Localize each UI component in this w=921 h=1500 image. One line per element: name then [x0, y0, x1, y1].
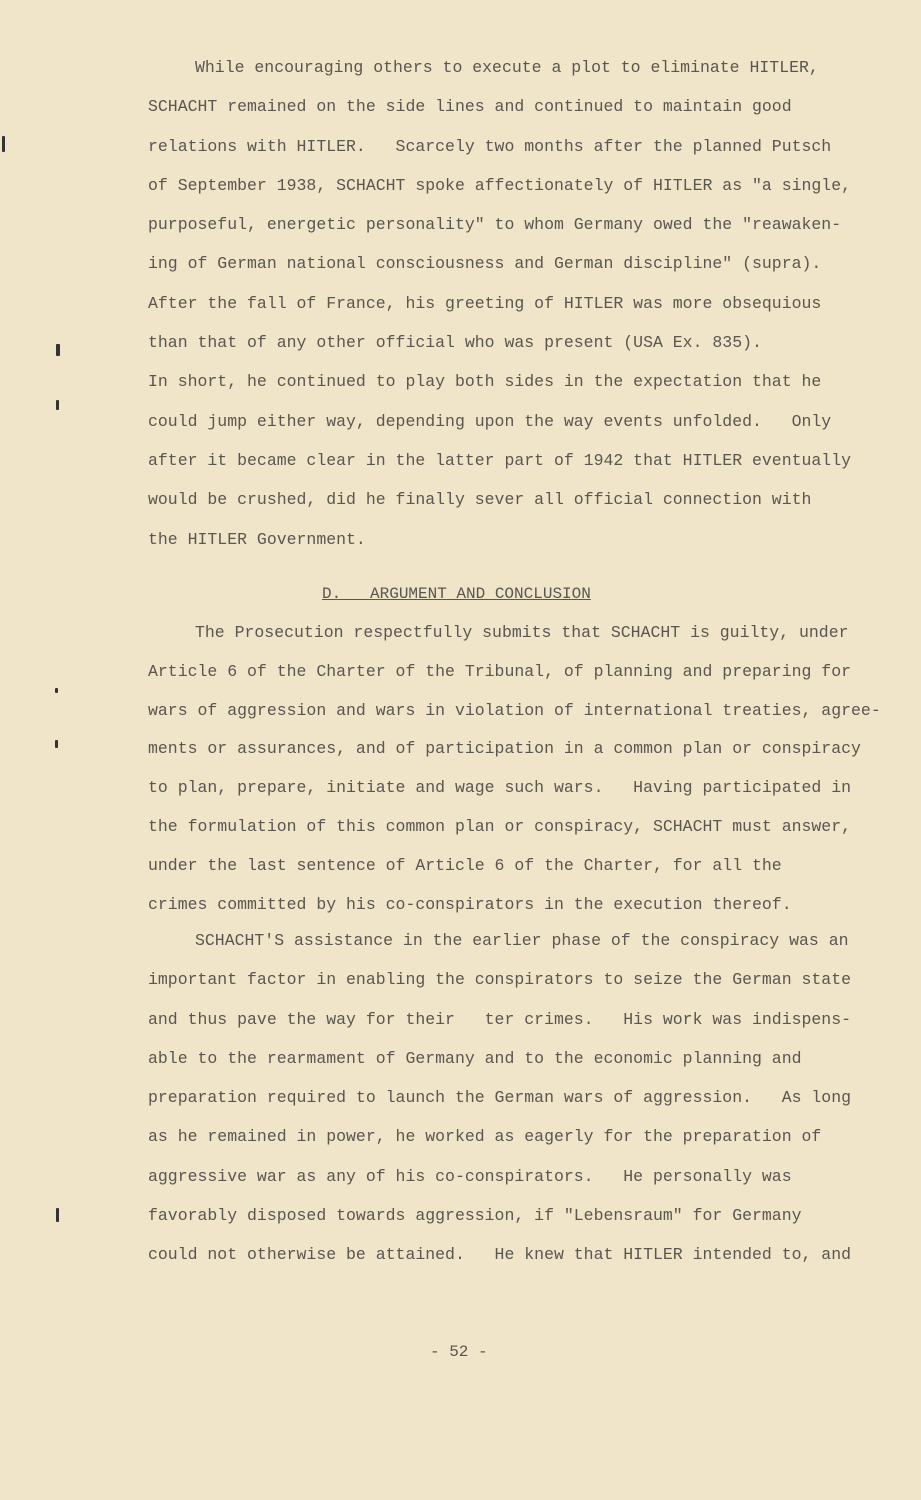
text-line: the HITLER Government. [148, 529, 366, 549]
text-line: important factor in enabling the conspirators to seize the German state [148, 970, 852, 990]
text-line: In short, he continued to play both sides in the expectation that he [148, 372, 822, 392]
text-line: under the last sentence of Article 6 of the Charter, for all the [148, 855, 782, 875]
text-line: After the fall of France, his greeting of HITLER was more obsequious [148, 293, 822, 313]
text-line: ments or assurances, and of participation in a common plan or conspiracy [148, 739, 861, 759]
text-line: would be crushed, did he finally sever all official connection with [148, 490, 812, 510]
text-line: the formulation of this common plan or conspiracy, SCHACHT must answer, [148, 816, 852, 836]
text-line: than that of any other official who was present (USA Ex. 835). [148, 333, 762, 353]
text-line: of September 1938, SCHACHT spoke affectionately of HITLER as "a single, [148, 175, 852, 195]
text-line: preparation required to launch the German wars of aggression. As long [148, 1088, 852, 1108]
text-line: could jump either way, depending upon the way events unfolded. Only [148, 411, 832, 431]
text-line: to plan, prepare, initiate and wage such wars. Having participated in [148, 778, 852, 798]
text-line: able to the rearmament of Germany and to the economic planning and [148, 1048, 802, 1068]
text-line: relations with HITLER. Scarcely two months after the planned Putsch [148, 136, 832, 156]
text-line: favorably disposed towards aggression, if "Lebensraum" for Germany [148, 1206, 802, 1226]
text-line: ing of German national consciousness and German discipline" (supra). [148, 254, 822, 274]
margin-mark [56, 400, 59, 410]
text-line: aggressive war as any of his co-conspirators. He personally was [148, 1166, 792, 1186]
text-line: could not otherwise be attained. He knew that HITLER intended to, and [148, 1245, 852, 1265]
text-line: SCHACHT remained on the side lines and continued to maintain good [148, 97, 792, 117]
text-line: crimes committed by his co-conspirators in the execution thereof. [148, 894, 792, 914]
margin-mark [2, 136, 5, 152]
text-line: purposeful, energetic personality" to whom Germany owed the "reawaken- [148, 215, 842, 235]
margin-mark [56, 1208, 59, 1222]
margin-mark [55, 740, 58, 748]
paragraph-3 [148, 921, 851, 1275]
text-line: wars of aggression and wars in violation of international treaties, agree- [148, 700, 881, 720]
paragraph-1 [148, 48, 851, 559]
text-line: as he remained in power, he worked as eagerly for the preparation of [148, 1127, 822, 1147]
text-line: SCHACHT'S assistance in the earlier phase of the conspiracy was an [195, 931, 849, 950]
text-line: Article 6 of the Charter of the Tribunal, of planning and preparing for [148, 661, 852, 681]
text-line: and thus pave the way for their ter crimes. His work was indispens- [148, 1009, 852, 1029]
margin-mark [55, 688, 58, 693]
text-line: The Prosecution respectfully submits that SCHACHT is guilty, under [195, 623, 849, 642]
text-line: after it became clear in the latter part of 1942 that HITLER eventually [148, 450, 852, 470]
section-heading: D. ARGUMENT AND CONCLUSION [322, 585, 591, 603]
margin-mark [56, 344, 60, 356]
page-number: - 52 - [430, 1343, 488, 1361]
paragraph-2 [148, 614, 881, 924]
text-line: While encouraging others to execute a plot to eliminate HITLER, [195, 58, 819, 77]
